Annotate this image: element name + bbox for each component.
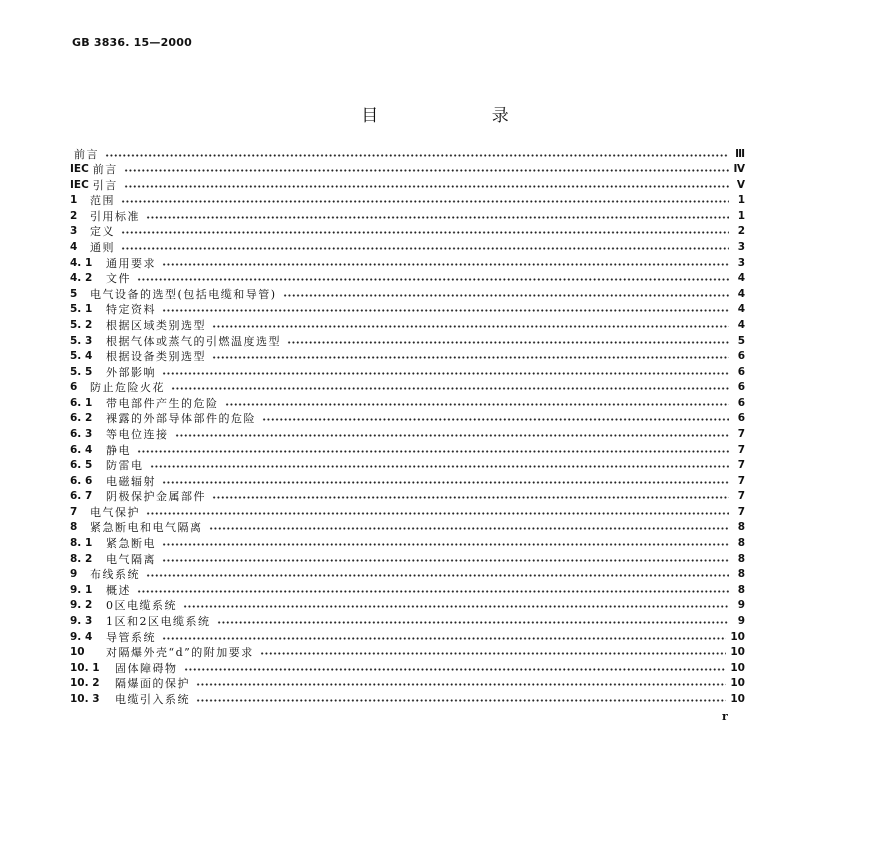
toc-entry-number: 7 <box>70 505 78 518</box>
toc-entry[interactable] <box>70 457 745 473</box>
toc-entry-title: 紧急断电 <box>106 537 156 551</box>
toc-entry-number: 10. 3 <box>70 692 100 705</box>
toc-dot-leader <box>212 325 729 328</box>
toc-entry-page: Ⅳ <box>733 163 745 176</box>
toc-entry-title: 阴极保护金属部件 <box>106 490 206 504</box>
toc-entry-number: 6. 4 <box>70 443 93 456</box>
toc-entry-number: 4. 1 <box>70 256 93 269</box>
toc-dot-leader <box>124 185 729 188</box>
toc-entry[interactable] <box>70 316 745 332</box>
toc-entry[interactable] <box>70 628 745 644</box>
toc-dot-leader <box>183 605 729 608</box>
toc-entry-page: 8 <box>737 583 745 596</box>
toc-entry-number: 6. 1 <box>70 396 93 409</box>
toc-entry[interactable] <box>70 659 745 675</box>
toc-dot-leader <box>162 263 729 266</box>
toc-entry-number: 5. 3 <box>70 334 93 347</box>
toc-entry[interactable] <box>70 472 745 488</box>
toc-entry-title: 文件 <box>106 272 131 286</box>
toc-entry-title: 通则 <box>90 241 115 255</box>
toc-entry-title: 防雷电 <box>106 459 144 473</box>
toc-dot-leader <box>262 418 729 421</box>
toc-entry-title: 根据设备类别选型 <box>106 350 206 364</box>
page-number-mark: r <box>722 710 728 723</box>
toc-entry-page: 1 <box>737 194 745 207</box>
toc-dot-leader <box>162 309 729 312</box>
toc-dot-leader <box>283 294 729 297</box>
toc-dot-leader <box>212 356 729 359</box>
toc-entry-number: IEC <box>70 163 89 176</box>
toc-entry[interactable] <box>70 238 745 254</box>
toc-entry-title: 紧急断电和电气隔离 <box>90 521 203 535</box>
toc-entry-page: 8 <box>737 521 745 534</box>
toc-entry-page: 6 <box>737 412 745 425</box>
toc-entry-number: 9. 3 <box>70 614 93 627</box>
toc-entry-title: 1区和2区电缆系统 <box>106 614 211 628</box>
toc-entry-title: 外部影响 <box>106 365 156 379</box>
toc-dot-leader <box>121 231 729 234</box>
toc-entry-title: 固体障碍物 <box>115 661 178 675</box>
toc-entry-page: 9 <box>737 599 745 612</box>
toc-dot-leader <box>137 278 729 281</box>
toc-dot-leader <box>162 559 729 562</box>
toc-entry-number: 6 <box>70 381 78 394</box>
toc-dot-leader <box>124 169 729 172</box>
toc-entry-number: IEC <box>70 178 89 191</box>
toc-entry[interactable] <box>70 254 745 270</box>
toc-entry-title: 通用要求 <box>106 256 156 270</box>
toc-entry[interactable] <box>70 223 745 239</box>
toc-entry-number: 9. 4 <box>70 630 93 643</box>
toc-dot-leader <box>121 247 729 250</box>
toc-entry-page: 10 <box>730 677 745 690</box>
toc-dot-leader <box>217 621 730 624</box>
toc-entry-number: 9 <box>70 568 78 581</box>
toc-entry-title: 带电部件产生的危险 <box>106 396 219 410</box>
toc-entry-page: V <box>736 178 745 191</box>
toc-entry[interactable] <box>70 581 745 597</box>
toc-entry[interactable] <box>70 270 745 286</box>
toc-entry-number: 5. 4 <box>70 350 93 363</box>
toc-entry[interactable] <box>70 394 745 410</box>
toc-entry-title: 电气设备的选型(包括电缆和导管) <box>90 287 277 301</box>
toc-dot-leader <box>137 450 729 453</box>
toc-entry-page: 4 <box>737 272 745 285</box>
toc-entry-number: 2 <box>70 209 78 222</box>
toc-entry-number: 6. 5 <box>70 459 93 472</box>
toc-entry-page: 6 <box>737 396 745 409</box>
toc-dot-leader <box>196 683 726 686</box>
toc-entry-number: 5. 1 <box>70 303 93 316</box>
toc-entry[interactable] <box>70 348 745 364</box>
toc-entry-title: 裸露的外部导体部件的危险 <box>106 412 256 426</box>
toc-dot-leader <box>175 434 730 437</box>
toc-entry[interactable] <box>70 301 745 317</box>
toc-entry-page: 7 <box>737 505 745 518</box>
toc-dot-leader <box>162 481 729 484</box>
toc-entry-page: 7 <box>737 443 745 456</box>
toc-dot-leader <box>162 637 726 640</box>
toc-entry-number: 10 <box>70 646 85 659</box>
toc-dot-leader <box>121 200 729 203</box>
toc-entry-page: 6 <box>737 381 745 394</box>
toc-entry-number: 6. 3 <box>70 427 93 440</box>
toc-entry-page: 9 <box>737 614 745 627</box>
toc-entry[interactable] <box>70 145 745 161</box>
toc-dot-leader <box>162 372 729 375</box>
toc-dot-leader <box>146 512 729 515</box>
toc-entry-title: 布线系统 <box>90 568 140 582</box>
toc-dot-leader <box>225 403 730 406</box>
toc-entry-title: 对隔爆外壳“d”的附加要求 <box>106 646 254 660</box>
toc-entry-page: 6 <box>737 350 745 363</box>
toc-entry-page: 10 <box>730 661 745 674</box>
toc-dot-leader <box>150 465 730 468</box>
toc-dot-leader <box>196 699 726 702</box>
toc-entry-title: 电缆引入系统 <box>115 692 190 706</box>
toc-entry-page: 2 <box>737 225 745 238</box>
toc-entry-page: 6 <box>737 365 745 378</box>
toc-entry[interactable] <box>70 192 745 208</box>
toc-entry-number: 8. 2 <box>70 552 93 565</box>
toc-entry[interactable] <box>70 363 745 379</box>
toc-dot-leader <box>162 543 729 546</box>
toc-entry-number: 10. 2 <box>70 677 100 690</box>
toc-entry-title: 概述 <box>106 583 131 597</box>
toc-entry-title: 导管系统 <box>106 630 156 644</box>
toc-entry-page: 7 <box>737 427 745 440</box>
toc-entry-page: 10 <box>730 630 745 643</box>
table-of-contents <box>70 145 745 706</box>
toc-entry-number: 5. 2 <box>70 318 93 331</box>
toc-entry-page: 7 <box>737 459 745 472</box>
toc-dot-leader <box>209 527 730 530</box>
toc-entry[interactable] <box>70 612 745 628</box>
toc-dot-leader <box>146 216 729 219</box>
toc-entry-page: 3 <box>737 256 745 269</box>
toc-entry[interactable] <box>70 379 745 395</box>
toc-entry-page: 10 <box>730 692 745 705</box>
toc-entry-page: Ⅲ <box>735 147 745 160</box>
toc-entry-number: 1 <box>70 194 78 207</box>
toc-entry[interactable] <box>70 410 745 426</box>
toc-entry-number: 3 <box>70 225 78 238</box>
toc-entry-title: 定义 <box>90 225 115 239</box>
toc-entry-number: 6. 7 <box>70 490 93 503</box>
toc-dot-leader <box>146 574 729 577</box>
toc-entry[interactable] <box>70 285 745 301</box>
toc-dot-leader <box>171 387 729 390</box>
toc-dot-leader <box>137 590 729 593</box>
toc-entry-title: 隔爆面的保护 <box>115 677 190 691</box>
toc-entry[interactable] <box>70 441 745 457</box>
toc-entry[interactable] <box>70 566 745 582</box>
toc-entry-number: 6. 2 <box>70 412 93 425</box>
toc-entry-title: 电气隔离 <box>106 552 156 566</box>
toc-entry-page: 7 <box>737 474 745 487</box>
toc-entry[interactable] <box>70 332 745 348</box>
toc-entry[interactable] <box>70 550 745 566</box>
toc-entry[interactable] <box>70 690 745 706</box>
toc-entry-title: 防止危险火花 <box>90 381 165 395</box>
toc-entry-page: 8 <box>737 537 745 550</box>
toc-entry-title: 前言 <box>92 163 118 177</box>
toc-entry[interactable] <box>70 503 745 519</box>
toc-entry-number: 9. 1 <box>70 583 93 596</box>
toc-entry[interactable] <box>70 425 745 441</box>
toc-entry-page: 8 <box>737 552 745 565</box>
toc-entry-number: 4. 2 <box>70 272 93 285</box>
toc-title: 目 录 <box>361 106 563 126</box>
toc-entry-title: 特定资料 <box>106 303 156 317</box>
toc-entry-page: 4 <box>737 303 745 316</box>
toc-dot-leader <box>287 341 729 344</box>
toc-entry[interactable] <box>70 207 745 223</box>
toc-entry-page: 1 <box>737 209 745 222</box>
standard-number: GB 3836. 15—2000 <box>72 36 192 49</box>
toc-entry-number: 6. 6 <box>70 474 93 487</box>
toc-entry-title: 引言 <box>92 178 118 192</box>
toc-entry-title: 静电 <box>106 443 131 457</box>
toc-dot-leader <box>212 496 729 499</box>
toc-entry-page: 8 <box>737 568 745 581</box>
toc-entry[interactable] <box>70 675 745 691</box>
toc-dot-leader <box>260 652 727 655</box>
toc-entry-page: 7 <box>737 490 745 503</box>
toc-entry-number: 8. 1 <box>70 537 93 550</box>
toc-entry-title: 根据气体或蒸气的引燃温度选型 <box>106 334 281 348</box>
toc-entry-page: 10 <box>730 646 745 659</box>
toc-entry[interactable] <box>70 597 745 613</box>
toc-entry-title: 0区电缆系统 <box>106 599 177 613</box>
toc-entry[interactable] <box>70 534 745 550</box>
toc-entry-title: 引用标准 <box>90 209 140 223</box>
toc-dot-leader <box>184 668 727 671</box>
toc-entry-number: 8 <box>70 521 78 534</box>
toc-entry[interactable] <box>70 519 745 535</box>
toc-entry-title: 根据区域类别选型 <box>106 318 206 332</box>
toc-dot-leader <box>105 154 729 157</box>
toc-entry-number: 9. 2 <box>70 599 93 612</box>
toc-entry-title: 等电位连接 <box>106 427 169 441</box>
toc-entry[interactable] <box>70 488 745 504</box>
toc-entry-page: 5 <box>737 334 745 347</box>
toc-entry[interactable] <box>70 644 745 660</box>
toc-entry-page: 4 <box>737 318 745 331</box>
toc-entry-number: 10. 1 <box>70 661 100 674</box>
toc-entry[interactable] <box>70 161 745 177</box>
toc-entry-page: 3 <box>737 241 745 254</box>
toc-entry-title: 电磁辐射 <box>106 474 156 488</box>
toc-entry-number: 5 <box>70 287 78 300</box>
toc-entry-page: 4 <box>737 287 745 300</box>
toc-entry-number: 4 <box>70 241 78 254</box>
toc-entry-title: 前言 <box>74 147 99 161</box>
toc-entry-number: 5. 5 <box>70 365 93 378</box>
toc-entry[interactable] <box>70 176 745 192</box>
toc-entry-title: 电气保护 <box>90 505 140 519</box>
toc-entry-title: 范围 <box>90 194 115 208</box>
